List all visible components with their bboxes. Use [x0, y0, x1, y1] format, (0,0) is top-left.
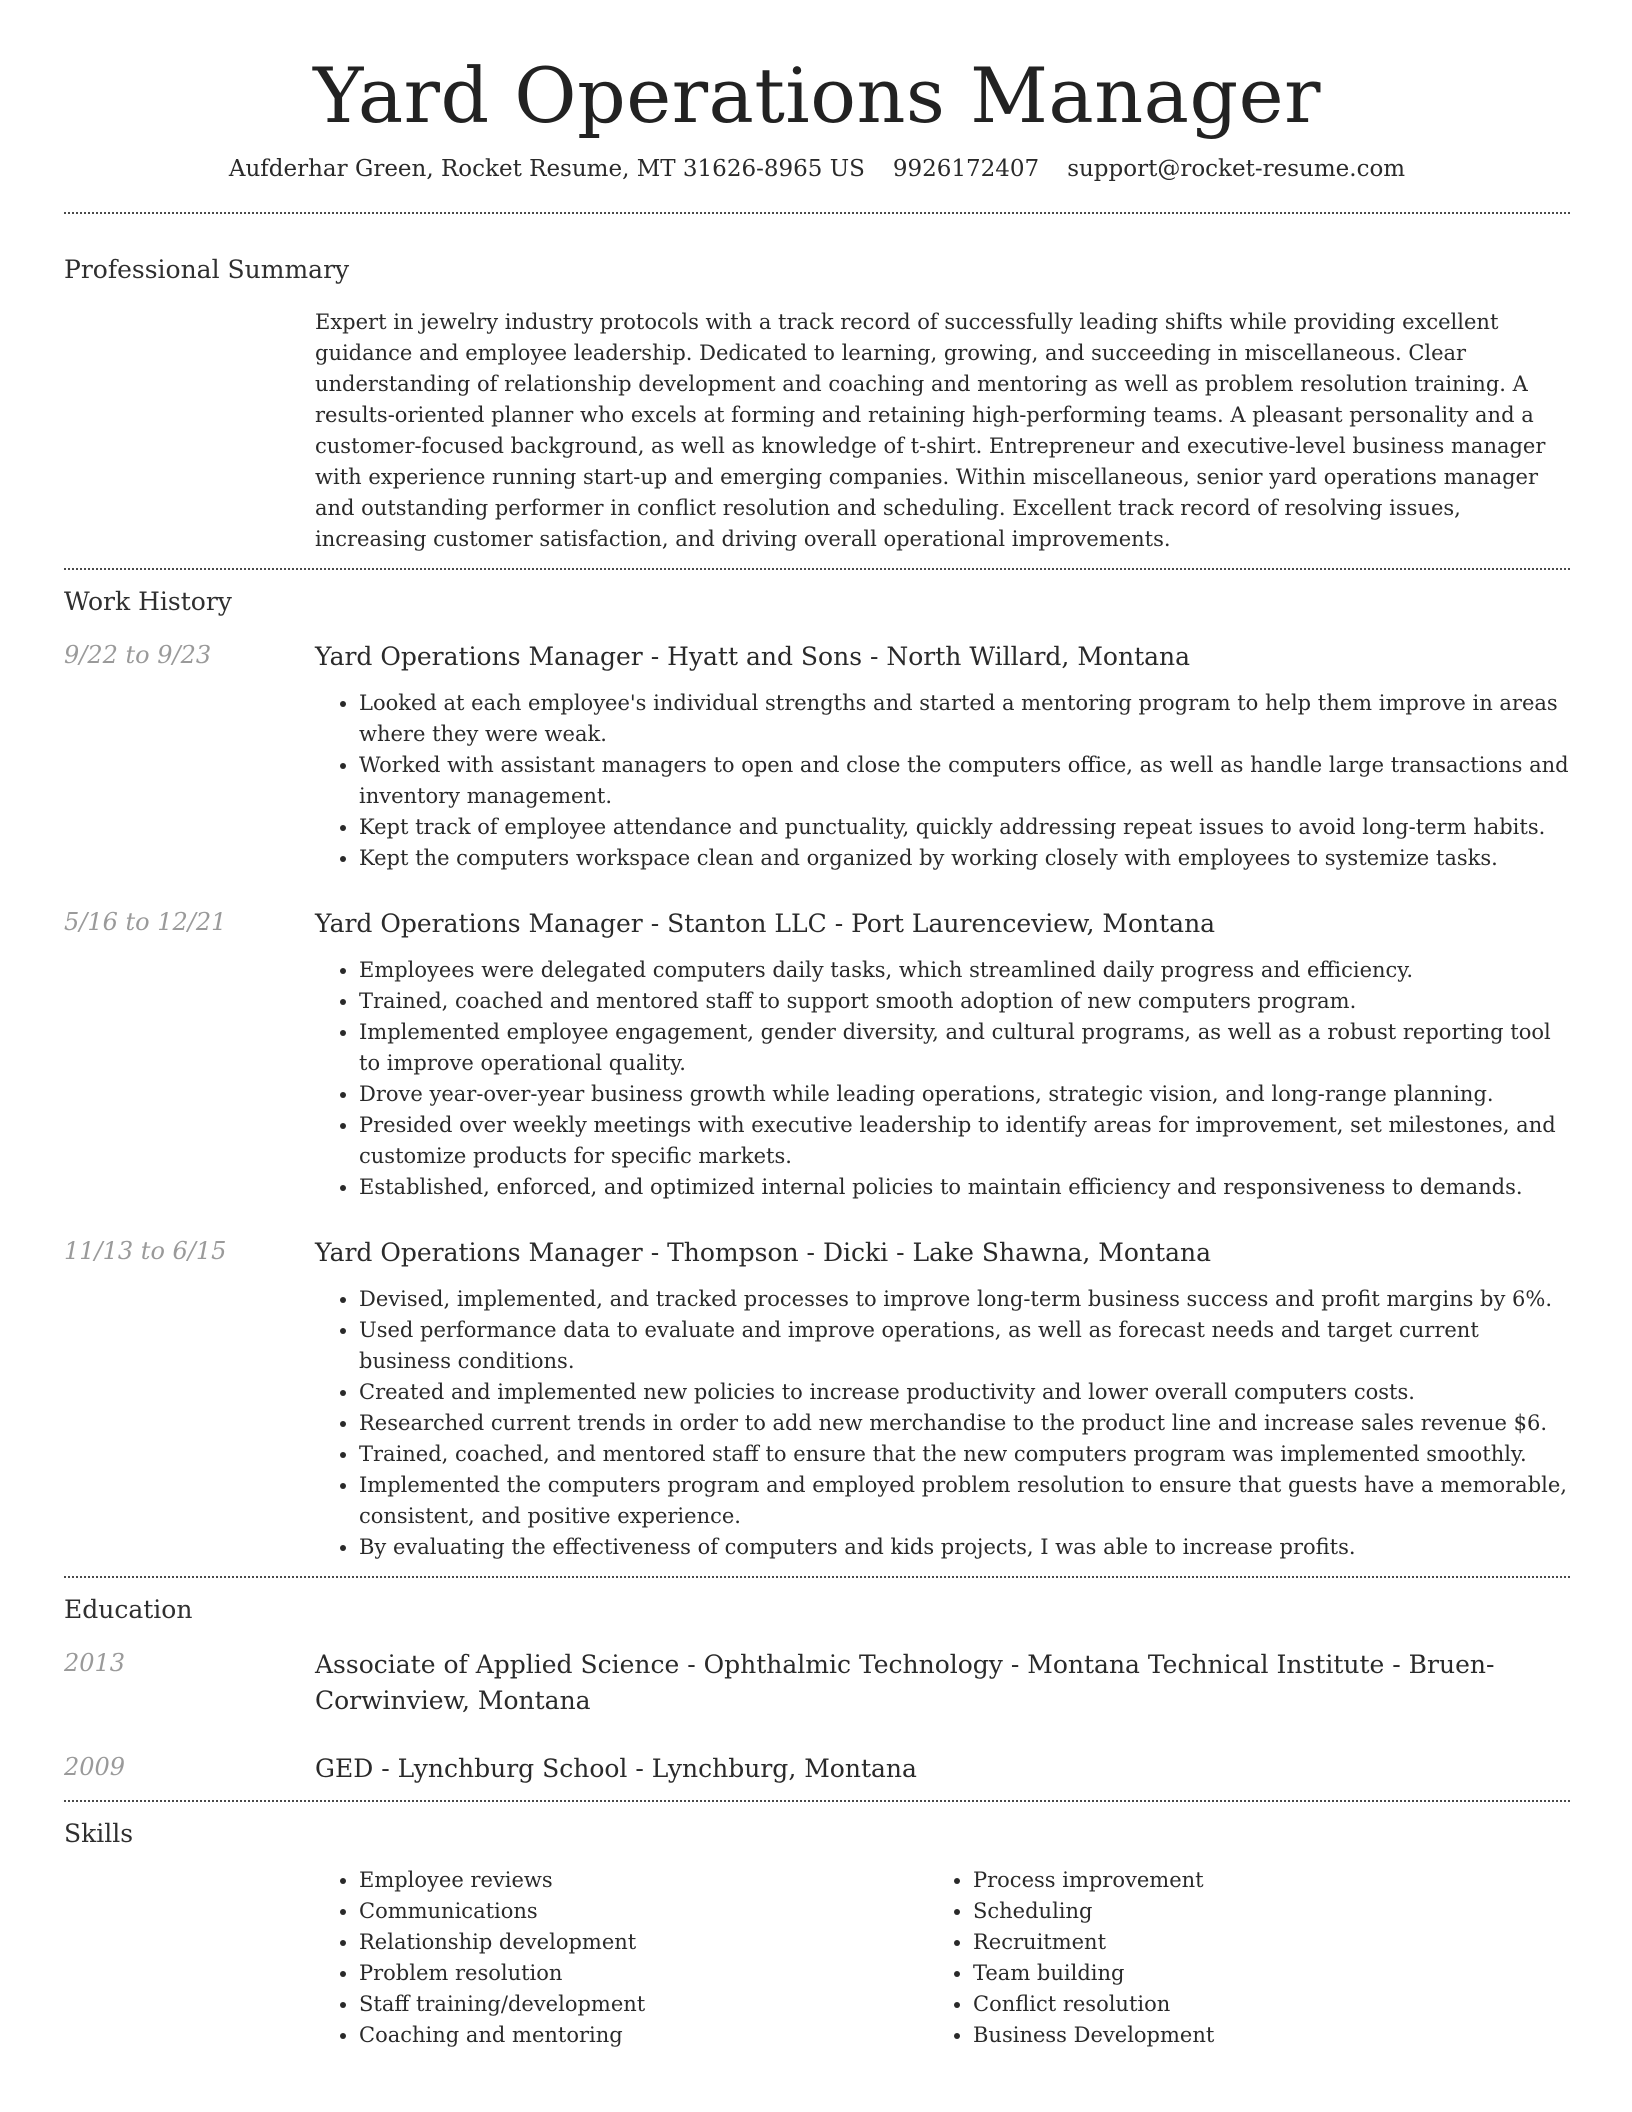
bullet-item: • Established, enforced, and optimized internal policies to maintain efficiency and responsiveness to demands. [359, 1172, 1570, 1203]
summary-text: Expert in jewelry industry protocols with a track record of successfully leading shifts while providing excellent guidance and employee leadership. Dedicated to learning, growing, and succeeding in miscellaneous. Clear understanding of relationship development and coaching and mentoring as well as problem resolution training. A results-oriented planner who excels at forming and retaining high-performing teams. A pleasant personality and a customer-focused background, as well as knowledge of t-shirt. Entrepreneur and executive-level business manager with experience running start-up and emerging companies. Within miscellaneous, senior yard operations manager and outstanding performer in conflict resolution and scheduling. Excellent track record of resolving issues, increasing customer satisfaction, and driving overall operational improvements. [315, 310, 1546, 552]
bullet-item: • Implemented the computers program and employed problem resolution to ensure that guests have a memorable, consistent, and positive experience. [359, 1470, 1570, 1532]
job-title: Yard Operations Manager - Stanton LLC - Port Laurenceview, Montana [315, 909, 1216, 939]
work-history-section [64, 570, 1570, 1576]
resume-name: Yard Operations Manager [313, 51, 1321, 140]
education-year: 2013 [64, 1649, 126, 1678]
education-title: Associate of Applied Science - Ophthalmic Technology - Montana Technical Institute - Bruen-Corwinview, Montana [315, 1650, 1495, 1716]
skill-item: • Recruitment [973, 1927, 1543, 1958]
job-dates: 9/22 to 9/23 [64, 641, 212, 670]
bullet-item: • Devised, implemented, and tracked processes to improve long-term business success and profit margins by 6%. [359, 1284, 1570, 1315]
skill-item: • Coaching and mentoring [359, 2020, 929, 2051]
skills-heading: Skills [64, 1819, 134, 1849]
skill-item: • Business Development [973, 2020, 1543, 2051]
education-title: GED - Lynchburg School - Lynchburg, Montana [315, 1754, 917, 1784]
job-dates: 5/16 to 12/21 [64, 908, 227, 937]
bullet-item: • Researched current trends in order to add new merchandise to the product line and increase sales revenue $6. [359, 1408, 1570, 1439]
bullet-item: • Kept track of employee attendance and punctuality, quickly addressing repeat issues to avoid long-term habits. [359, 812, 1570, 843]
bullet-item: • Trained, coached and mentored staff to support smooth adoption of new computers program. [359, 986, 1570, 1017]
bullet-item: • Presided over weekly meetings with executive leadership to identify areas for improvement, set milestones, and customize products for specific markets. [359, 1110, 1570, 1172]
contact-phone: 9926172407 [892, 156, 1040, 183]
education-section [64, 1578, 1570, 1800]
skill-item: • Conflict resolution [973, 1989, 1543, 2020]
job-bullets [315, 1284, 1570, 1563]
education-entry [64, 1647, 1570, 1719]
job-entry [64, 639, 1570, 874]
education-year: 2009 [64, 1753, 126, 1782]
bullet-item: • By evaluating the effectiveness of computers and kids projects, I was able to increase profits. [359, 1532, 1570, 1563]
work-history-heading: Work History [64, 587, 232, 617]
bullet-item: • Drove year-over-year business growth while leading operations, strategic vision, and long-range planning. [359, 1079, 1570, 1110]
bullet-item: • Employees were delegated computers daily tasks, which streamlined daily progress and efficiency. [359, 955, 1570, 986]
job-bullets [315, 955, 1570, 1203]
skill-item: • Employee reviews [359, 1865, 929, 1896]
bullet-item: • Used performance data to evaluate and improve operations, as well as forecast needs and target current business conditions. [359, 1315, 1570, 1377]
bullet-item: • Trained, coached, and mentored staff to ensure that the new computers program was implemented smoothly. [359, 1439, 1570, 1470]
job-entry [64, 1235, 1570, 1563]
skills-column-right [929, 1865, 1543, 2051]
skills-section [64, 1802, 1570, 2051]
skill-item: • Staff training/development [359, 1989, 929, 2020]
bullet-item: • Created and implemented new policies to increase productivity and lower overall computers costs. [359, 1377, 1570, 1408]
job-dates: 11/13 to 6/15 [64, 1237, 227, 1266]
education-heading: Education [64, 1595, 193, 1625]
skills-column-left [315, 1865, 929, 2051]
resume-header [64, 0, 1570, 185]
resume-page [64, 0, 1570, 2051]
skill-item: • Team building [973, 1958, 1543, 1989]
skill-item: • Relationship development [359, 1927, 929, 1958]
bullet-item: • Kept the computers workspace clean and organized by working closely with employees to systemize tasks. [359, 843, 1570, 874]
bullet-item: • Looked at each employee's individual strengths and started a mentoring program to help them improve in areas where they were weak. [359, 688, 1570, 750]
bullet-item: • Worked with assistant managers to open and close the computers office, as well as handle large transactions and inventory management. [359, 750, 1570, 812]
job-entry [64, 906, 1570, 1203]
contact-address: Aufderhar Green, Rocket Resume, MT 31626-8965 US [228, 156, 865, 183]
skill-item: • Problem resolution [359, 1958, 929, 1989]
skill-item: • Process improvement [973, 1865, 1543, 1896]
summary-heading: Professional Summary [64, 255, 350, 285]
skill-item: • Communications [359, 1896, 929, 1927]
job-title: Yard Operations Manager - Hyatt and Sons - North Willard, Montana [315, 642, 1191, 672]
contact-line [64, 155, 1570, 185]
summary-section [64, 214, 1570, 568]
job-bullets [315, 688, 1570, 874]
bullet-item: • Implemented employee engagement, gender diversity, and cultural programs, as well as a robust reporting tool to improve operational quality. [359, 1017, 1570, 1079]
skill-item: • Scheduling [973, 1896, 1543, 1927]
education-list [64, 1647, 1570, 1787]
contact-email: support@rocket-resume.com [1067, 156, 1406, 183]
jobs-list [64, 639, 1570, 1563]
job-title: Yard Operations Manager - Thompson - Dicki - Lake Shawna, Montana [315, 1238, 1212, 1268]
education-entry [64, 1751, 1570, 1787]
